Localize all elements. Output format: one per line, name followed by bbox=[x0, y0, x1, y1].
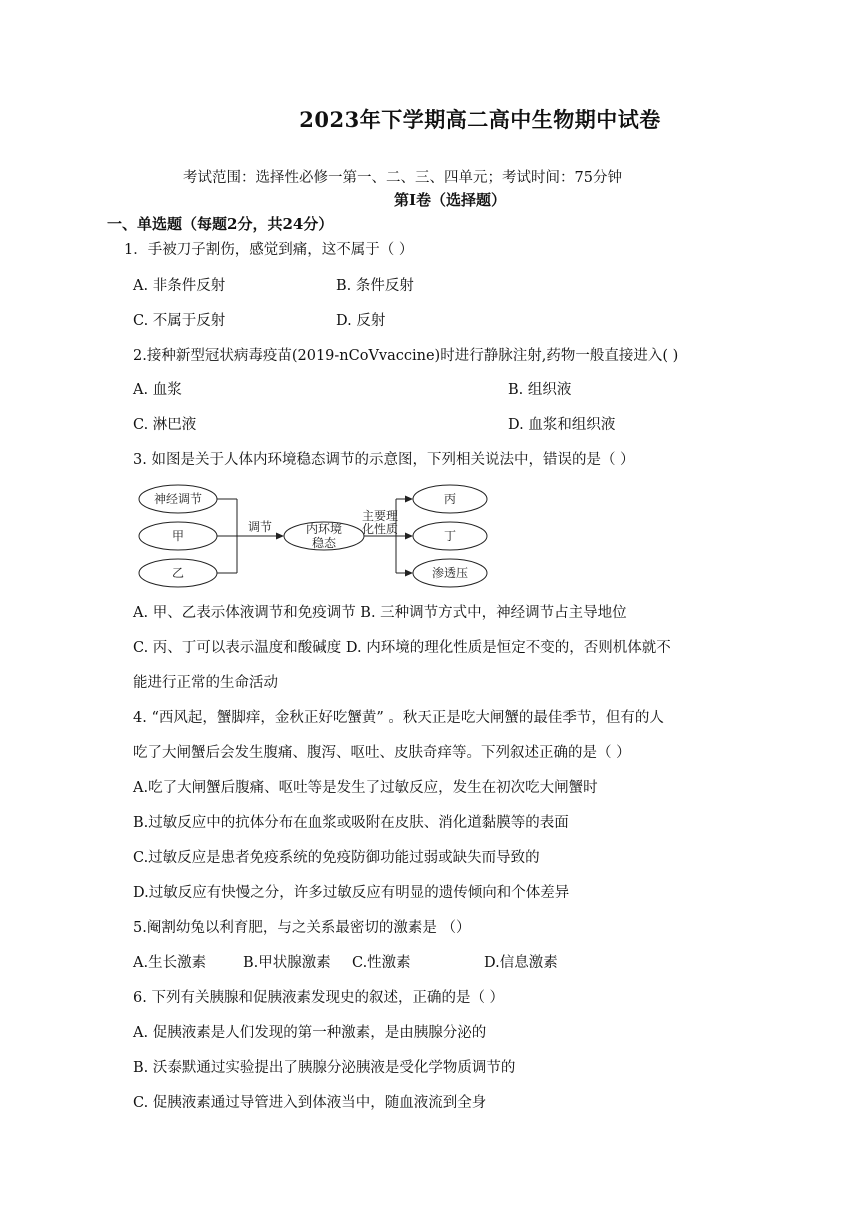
q2-option-a: A. 血浆 bbox=[133, 382, 182, 398]
q1-option-c: C. 不属于反射 bbox=[133, 313, 226, 329]
exam-info: 考试范围：选择性必修一第一、二、三、四单元；考试时间：75分钟 bbox=[183, 170, 622, 186]
q2-option-c: C. 淋巴液 bbox=[133, 417, 197, 433]
arrow-head bbox=[405, 533, 413, 540]
node-yi: 乙 bbox=[171, 566, 185, 580]
node-jia: 甲 bbox=[171, 529, 185, 543]
q2-option-b: B. 组织液 bbox=[508, 382, 572, 398]
q3-stem: 3. 如图是关于人体内环境稳态调节的示意图，下列相关说法中，错误的是（ ） bbox=[133, 452, 635, 468]
q4-option-a: A.吃了大闸蟹后腹痛、呕吐等是发生了过敏反应，发生在初次吃大闸蟹时 bbox=[133, 780, 598, 796]
q4-option-c: C.过敏反应是患者免疫系统的免疫防御功能过弱或缺失而导致的 bbox=[133, 850, 540, 866]
q1-stem: 1．手被刀子割伤，感觉到痛，这不属于（ ） bbox=[124, 242, 414, 258]
q4-stem-line1: 4. “西风起，蟹脚痒，金秋正好吃蟹黄” 。秋天正是吃大闸蟹的最佳季节，但有的人 bbox=[133, 710, 664, 726]
q5-option-c: C.性激素 bbox=[352, 955, 411, 971]
arrow-head bbox=[276, 533, 284, 540]
q5-option-d: D.信息激素 bbox=[484, 955, 558, 971]
q4-option-b: B.过敏反应中的抗体分布在血浆或吸附在皮肤、消化道黏膜等的表面 bbox=[133, 815, 569, 831]
section-title: 第Ⅰ卷（选择题） bbox=[393, 191, 507, 209]
q4-stem-line2: 吃了大闸蟹后会发生腹痛、腹泻、呕吐、皮肤奇痒等。下列叙述正确的是（ ） bbox=[133, 745, 631, 761]
q1-option-d: D. 反射 bbox=[336, 313, 386, 329]
node-neural: 神经调节 bbox=[153, 492, 203, 506]
q6-stem: 6. 下列有关胰腺和促胰液素发现史的叙述，正确的是（ ） bbox=[133, 990, 505, 1006]
page-title: 2023年下学期高二高中生物期中试卷 bbox=[299, 107, 661, 132]
node-center-line1: 内环境 bbox=[305, 522, 343, 536]
q1-option-a: A. 非条件反射 bbox=[133, 278, 226, 294]
q3-options-cd-line1: C. 丙、丁可以表示温度和酸碱度 D. 内环境的理化性质是恒定不变的，否则机体就不 bbox=[133, 640, 671, 656]
q6-option-a: A. 促胰液素是人们发现的第一种激素，是由胰腺分泌的 bbox=[133, 1025, 487, 1041]
q3-options-cd-line2: 能进行正常的生命活动 bbox=[133, 675, 278, 691]
node-center-line2: 稳态 bbox=[311, 536, 337, 550]
label-regulate: 调节 bbox=[247, 520, 273, 534]
label-main-line2: 化性质 bbox=[361, 522, 399, 536]
q3-diagram bbox=[130, 480, 550, 590]
q5-option-a: A.生长激素 bbox=[133, 955, 207, 971]
arrow-head bbox=[405, 496, 413, 503]
q5-stem: 5.阉割幼兔以利育肥，与之关系最密切的激素是 （） bbox=[133, 920, 471, 936]
node-bing: 丙 bbox=[443, 492, 457, 506]
node-ding: 丁 bbox=[443, 529, 457, 543]
part-title: 一、单选题（每题2分，共24分） bbox=[107, 215, 334, 233]
q2-option-d: D. 血浆和组织液 bbox=[508, 417, 616, 433]
q6-option-b: B. 沃泰默通过实验提出了胰腺分泌胰液是受化学物质调节的 bbox=[133, 1060, 516, 1076]
node-osmotic: 渗透压 bbox=[431, 566, 469, 580]
q1-option-b: B. 条件反射 bbox=[336, 278, 414, 294]
arrow-head bbox=[405, 570, 413, 577]
q5-option-b: B.甲状腺激素 bbox=[243, 955, 331, 971]
q2-stem: 2.接种新型冠状病毒疫苗(2019-nCoVvaccine)时进行静脉注射,药物一般直接进入( ) bbox=[133, 348, 679, 364]
q3-options-ab: A. 甲、乙表示体液调节和免疫调节 B. 三种调节方式中，神经调节占主导地位 bbox=[133, 605, 627, 621]
q6-option-c: C. 促胰液素通过导管进入到体液当中，随血液流到全身 bbox=[133, 1095, 487, 1111]
label-main-line1: 主要理 bbox=[361, 509, 399, 523]
q4-option-d: D.过敏反应有快慢之分，许多过敏反应有明显的遗传倾向和个体差异 bbox=[133, 885, 570, 901]
